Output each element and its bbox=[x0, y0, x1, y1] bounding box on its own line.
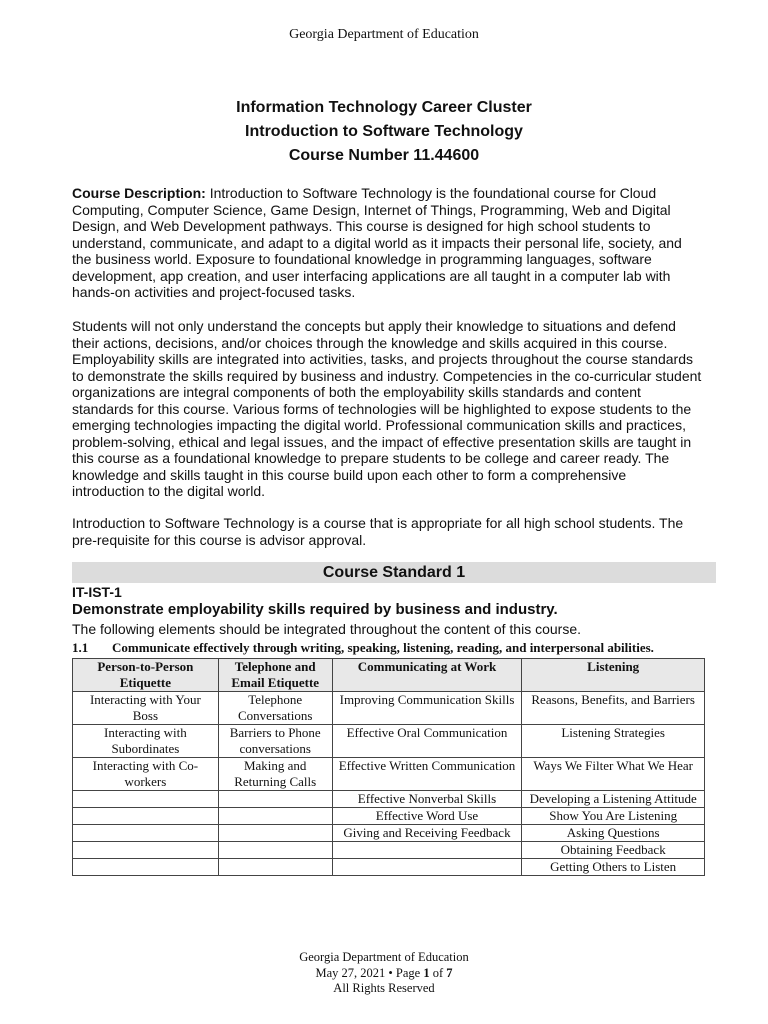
table-row bbox=[73, 859, 705, 876]
page-header: Georgia Department of Education bbox=[289, 27, 479, 42]
table-cell bbox=[218, 791, 332, 808]
table-row bbox=[73, 758, 705, 791]
footer-date: May 27, 2021 • bbox=[315, 965, 393, 980]
footer-rights: All Rights Reserved bbox=[333, 981, 435, 995]
table-cell: Barriers to Phone conversations bbox=[218, 725, 332, 758]
cluster-title: Information Technology Career Cluster bbox=[236, 99, 532, 116]
column-header: Telephone and Email Etiquette bbox=[218, 659, 332, 692]
table-cell: Effective Oral Communication bbox=[332, 725, 522, 758]
footer-page-number: 1 bbox=[423, 965, 430, 980]
table-cell: Show You Are Listening bbox=[522, 808, 705, 825]
column-header: Listening bbox=[522, 659, 705, 692]
table-cell: Asking Questions bbox=[522, 825, 705, 842]
table-cell bbox=[73, 791, 219, 808]
footer-of-label: of bbox=[432, 965, 444, 980]
course-description-paragraph bbox=[72, 185, 702, 301]
table-cell bbox=[73, 808, 219, 825]
table-row bbox=[73, 791, 705, 808]
page-footer bbox=[0, 950, 768, 997]
table-cell: Effective Word Use bbox=[332, 808, 522, 825]
table-cell: Interacting with Co-workers bbox=[73, 758, 219, 791]
table-row bbox=[73, 692, 705, 725]
table-row bbox=[73, 825, 705, 842]
title-block bbox=[0, 96, 768, 168]
column-header: Person-to-Person Etiquette bbox=[73, 659, 219, 692]
table-cell bbox=[73, 842, 219, 859]
table-cell bbox=[218, 808, 332, 825]
table-cell bbox=[332, 842, 522, 859]
table-cell bbox=[218, 825, 332, 842]
table-row bbox=[73, 808, 705, 825]
table-cell bbox=[332, 859, 522, 876]
table-cell: Effective Written Communication bbox=[332, 758, 522, 791]
table-row bbox=[73, 725, 705, 758]
table-cell: Effective Nonverbal Skills bbox=[332, 791, 522, 808]
table-cell: Interacting with Subordinates bbox=[73, 725, 219, 758]
table-cell: Giving and Receiving Feedback bbox=[332, 825, 522, 842]
course-number: Course Number 11.44600 bbox=[288, 147, 480, 164]
table-cell: Obtaining Feedback bbox=[522, 842, 705, 859]
course-title: Introduction to Software Technology bbox=[245, 123, 523, 140]
footer-org: Georgia Department of Education bbox=[299, 950, 469, 964]
standard-id: IT-IST-1 bbox=[72, 584, 122, 600]
table-header-row bbox=[73, 659, 705, 692]
table-cell: Developing a Listening Attitude bbox=[522, 791, 705, 808]
table-cell: Interacting with Your Boss bbox=[73, 692, 219, 725]
element-1-1 bbox=[72, 640, 654, 656]
table-cell: Listening Strategies bbox=[522, 725, 705, 758]
course-description-label: Course Description: bbox=[72, 185, 206, 201]
table-cell bbox=[218, 842, 332, 859]
element-number: 1.1 bbox=[72, 640, 89, 655]
course-standard-heading: Course Standard 1 bbox=[72, 562, 716, 583]
footer-date-page bbox=[0, 966, 768, 982]
table-cell: Improving Communication Skills bbox=[332, 692, 522, 725]
table-cell: Ways We Filter What We Hear bbox=[522, 758, 705, 791]
footer-page-total: 7 bbox=[446, 965, 453, 980]
column-header: Communicating at Work bbox=[332, 659, 522, 692]
table-cell bbox=[73, 859, 219, 876]
table-cell: Making and Returning Calls bbox=[218, 758, 332, 791]
course-description-text: Introduction to Software Technology is the foundational course for Cloud Computing, Computer Science, Game Design, Internet of Things, Programming, Web and Digital Design, and Web Development pathways. This course is designed for high school students to understand, communicate, and adapt to a digital world as it impacts their personal life, society, and the business world. Exposure to foundational knowledge in programming languages, software development, app creation, and user interfacing applications are all taught in a computer lab with hands-on activities and project-focused tasks. bbox=[72, 185, 682, 300]
standard-title: Demonstrate employability skills required by business and industry. bbox=[72, 601, 558, 618]
table-cell bbox=[218, 859, 332, 876]
table-cell: Telephone Conversations bbox=[218, 692, 332, 725]
skills-table bbox=[72, 658, 705, 876]
element-text: Communicate effectively through writing, speaking, listening, reading, and interpersonal abilities. bbox=[112, 640, 654, 655]
footer-page-label: Page bbox=[395, 965, 421, 980]
description-paragraph-3: Introduction to Software Technology is a course that is appropriate for all high school students. The pre-requisite for this course is advisor approval. bbox=[72, 515, 684, 548]
table-cell bbox=[73, 825, 219, 842]
standard-note: The following elements should be integrated throughout the content of this course. bbox=[72, 621, 581, 637]
table-cell: Reasons, Benefits, and Barriers bbox=[522, 692, 705, 725]
description-paragraph-2: Students will not only understand the concepts but apply their knowledge to situations and defend their actions, decisions, and/or choices through the knowledge and skills acquired in this course. Employability skills are integrated into activities, tasks, and projects throughout the course standards to demonstrate the skills required by business and industry. Competencies in the co-curricular student organizations are integral components of both the employability skills standards and content standards for this course. Various forms of technologies will be highlighted to expose students to the emerging technologies impacting the digital world. Professional communication skills and practices, problem-solving, ethical and legal issues, and the impact of effective presentation skills are taught in this course as a foundational knowledge to prepare students to be college and career ready. The knowledge and skills taught in this course build upon each other to form a comprehensive introduction to the digital world. bbox=[72, 318, 702, 499]
table-cell: Getting Others to Listen bbox=[522, 859, 705, 876]
table-row bbox=[73, 842, 705, 859]
